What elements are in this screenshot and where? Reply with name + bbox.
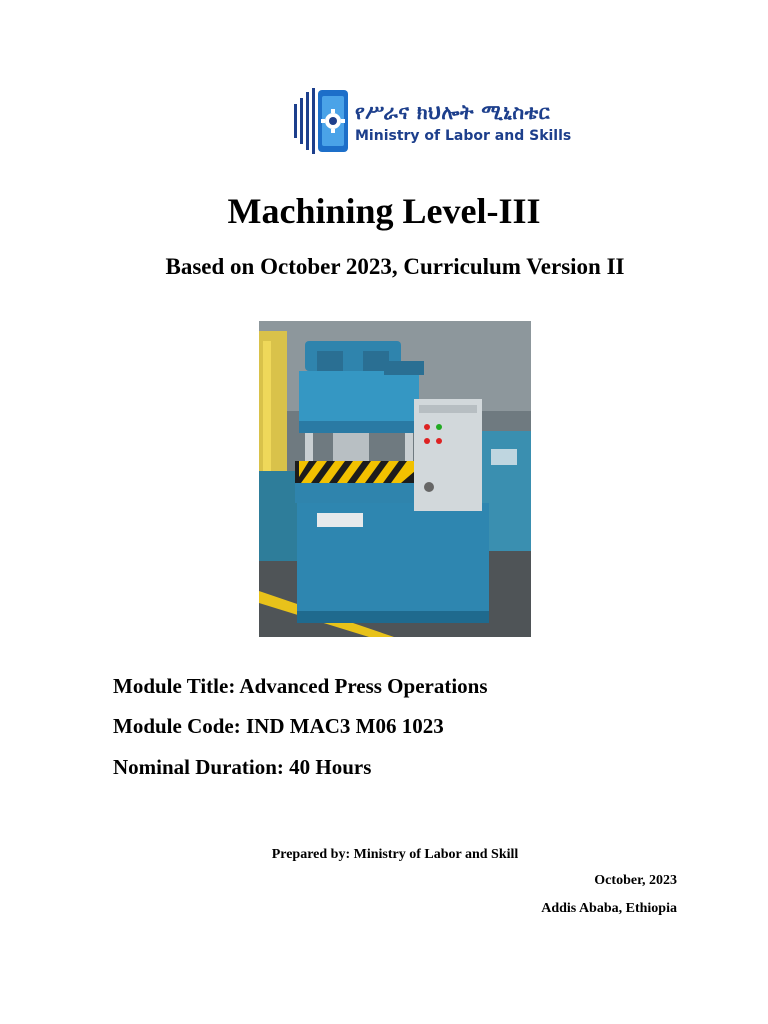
document-location: Addis Ababa, Ethiopia <box>541 901 677 916</box>
module-code: Module Code: IND MAC3 M06 1023 <box>113 714 444 738</box>
document-title: Machining Level-III <box>227 191 541 231</box>
ministry-logo-icon <box>292 86 352 156</box>
document-subtitle: Based on October 2023, Curriculum Version II <box>165 254 625 279</box>
hydraulic-press-photo <box>259 321 531 637</box>
prepared-by: Prepared by: Ministry of Labor and Skill <box>271 847 519 862</box>
ministry-logo <box>292 86 572 158</box>
document-date: October, 2023 <box>594 873 677 888</box>
logo-english-text: Ministry of Labor and Skills <box>355 128 572 144</box>
module-title: Module Title: Advanced Press Operations <box>113 674 488 698</box>
nominal-duration: Nominal Duration: 40 Hours <box>113 755 372 779</box>
logo-amharic-text: የሥራና ክህሎት ሚኒስቴር <box>355 100 551 124</box>
